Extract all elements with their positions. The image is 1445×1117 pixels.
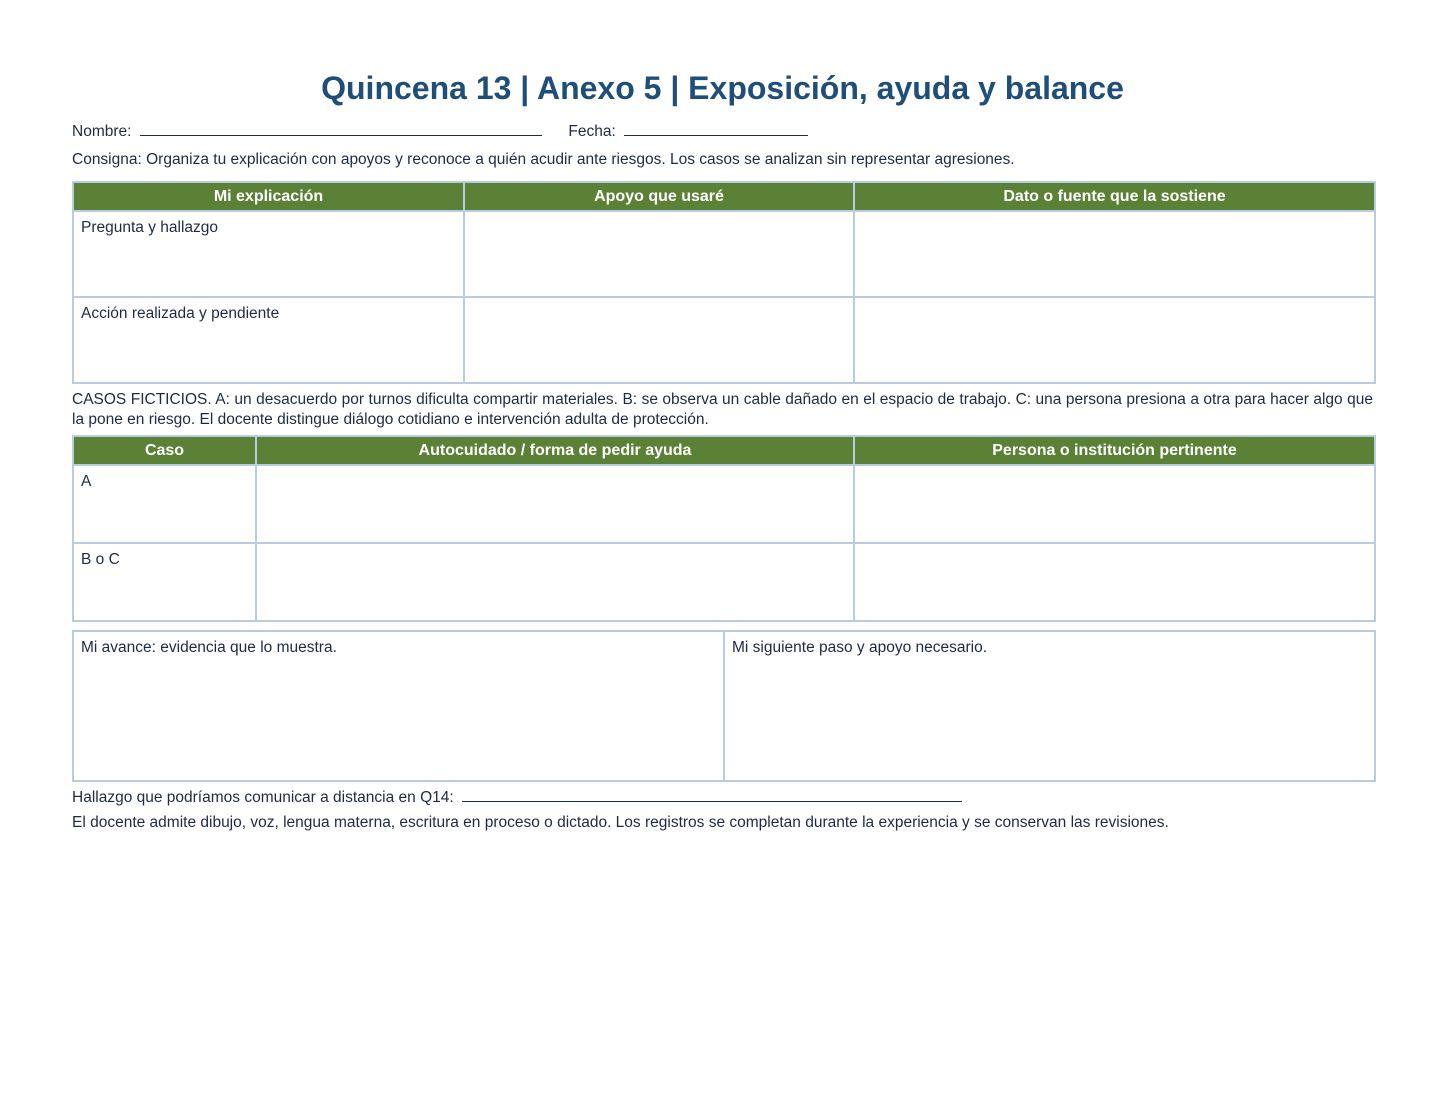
- column-header-source: Dato o fuente que la sostiene: [854, 182, 1375, 211]
- name-label: Nombre:: [72, 123, 132, 140]
- progress-table: [72, 630, 1376, 782]
- source-cell[interactable]: [854, 211, 1375, 297]
- selfcare-cell[interactable]: [256, 543, 854, 621]
- table-row: [73, 465, 1375, 543]
- name-date-row: [72, 123, 808, 141]
- source-cell[interactable]: [854, 297, 1375, 383]
- table-row: [73, 297, 1375, 383]
- name-blank-line[interactable]: [140, 123, 542, 136]
- support-cell[interactable]: [464, 297, 854, 383]
- instruction-text: Consigna: Organiza tu explicación con apoyos y reconoce a quién acudir ante riesgos. Los casos se analizan sin representar agresiones.: [72, 151, 1015, 168]
- remote-finding-blank-line[interactable]: [462, 789, 962, 802]
- selfcare-cell[interactable]: [256, 465, 854, 543]
- next-step-cell[interactable]: Mi siguiente paso y apoyo necesario.: [724, 631, 1375, 781]
- progress-evidence-cell[interactable]: Mi avance: evidencia que lo muestra.: [73, 631, 724, 781]
- column-header-institution: Persona o institución pertinente: [854, 436, 1375, 465]
- case-label-a: A: [73, 465, 256, 543]
- row-label-action: Acción realizada y pendiente: [73, 297, 464, 383]
- row-label-question: Pregunta y hallazgo: [73, 211, 464, 297]
- footer-note: El docente admite dibujo, voz, lengua materna, escritura en proceso o dictado. Los registros se completan durante la experiencia y se conservan las revisiones.: [72, 814, 1169, 831]
- column-header-case: Caso: [73, 436, 256, 465]
- column-header-selfcare: Autocuidado / forma de pedir ayuda: [256, 436, 854, 465]
- explanation-table: [72, 181, 1376, 384]
- table-row: [73, 543, 1375, 621]
- date-label: Fecha:: [568, 123, 616, 140]
- remote-finding-label: Hallazgo que podríamos comunicar a distancia en Q14:: [72, 789, 454, 806]
- institution-cell[interactable]: [854, 543, 1375, 621]
- case-label-bc: B o C: [73, 543, 256, 621]
- page-title: Quincena 13 | Anexo 5 | Exposición, ayuda y balance: [321, 70, 1124, 106]
- support-cell[interactable]: [464, 211, 854, 297]
- table-header-row: [73, 436, 1375, 465]
- column-header-support: Apoyo que usaré: [464, 182, 854, 211]
- cases-table: [72, 435, 1376, 622]
- column-header-explanation: Mi explicación: [73, 182, 464, 211]
- remote-finding-row: [72, 789, 962, 807]
- table-row: [73, 631, 1375, 781]
- table-header-row: [73, 182, 1375, 211]
- fictional-cases-text: CASOS FICTICIOS. A: un desacuerdo por turnos dificulta compartir materiales. B: se observa un cable dañado en el espacio de trabajo. C: una persona presiona a otra para hacer algo que la pone en riesgo. El docente distingue diálogo cotidiano e intervención adulta de protección.: [72, 391, 1373, 428]
- date-blank-line[interactable]: [624, 123, 808, 136]
- institution-cell[interactable]: [854, 465, 1375, 543]
- table-row: [73, 211, 1375, 297]
